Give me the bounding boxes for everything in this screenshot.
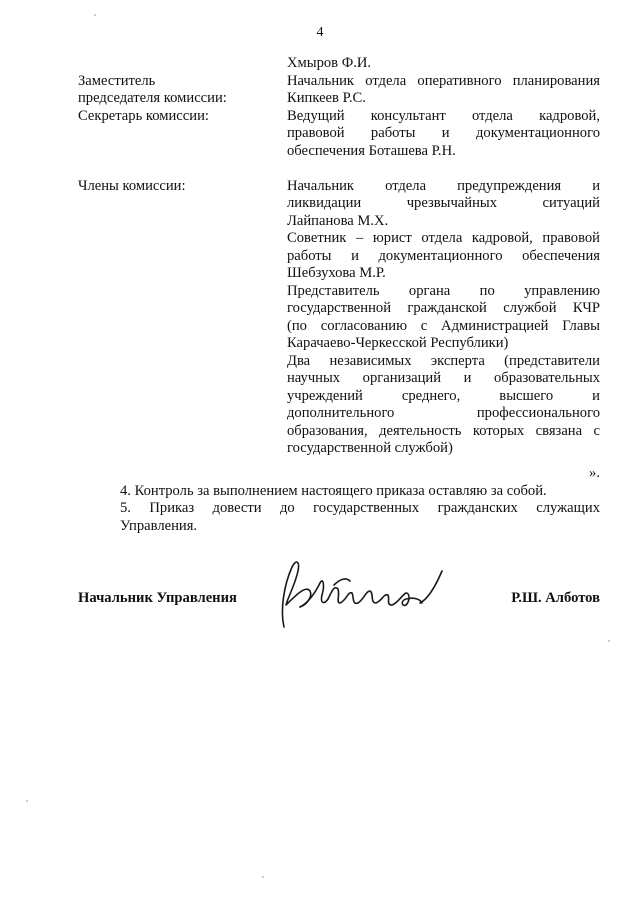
member-line: правовой работы и документационного xyxy=(287,125,600,141)
scan-speck xyxy=(26,800,28,802)
member-line: дополнительного профессионального xyxy=(287,405,600,421)
commission-members xyxy=(287,178,600,458)
member-line: ликвидации чрезвычайных ситуаций xyxy=(287,195,600,211)
commission-member xyxy=(287,108,600,161)
member-line: Два независимых эксперта (представители xyxy=(287,352,600,369)
member-line: Ведущий консультант отдела кадровой, xyxy=(287,107,600,124)
commission-member xyxy=(287,353,600,458)
member-line: Начальник отдела предупреждения и xyxy=(287,177,600,194)
commission-member xyxy=(287,230,600,283)
commission-member xyxy=(287,283,600,353)
commission-row xyxy=(78,73,600,108)
member-line: образования, деятельность которых связана с xyxy=(287,422,600,439)
signatory-position: Начальник Управления xyxy=(78,590,237,606)
commission-role xyxy=(78,108,287,126)
scan-speck xyxy=(94,14,96,16)
commission-role xyxy=(78,73,287,108)
member-line: Советник – юрист отдела кадровой, правовой xyxy=(287,230,600,246)
commission-member xyxy=(287,73,600,108)
paragraph-5-line-1: 5. Приказ довести до государственных гражданских служащих xyxy=(120,500,600,516)
commission-row-continuation xyxy=(78,55,600,73)
commission-members xyxy=(287,108,600,161)
role-line: Заместитель xyxy=(78,72,156,89)
member-line: (по согласованию с Администрацией Главы xyxy=(287,317,600,334)
commission-members xyxy=(287,73,600,108)
scan-speck xyxy=(608,640,610,642)
commission-row xyxy=(78,178,600,458)
member-line: Лайпанова М.Х. xyxy=(287,212,389,229)
member-line: Начальник отдела оперативного планирования xyxy=(287,72,600,89)
member-line: Хмыров Ф.И. xyxy=(287,55,372,71)
member-line: государственной гражданской службой КЧР xyxy=(287,300,600,316)
commission-members xyxy=(287,55,600,73)
commission-member xyxy=(287,178,600,231)
role-line: Члены комиссии: xyxy=(78,177,186,194)
handwritten-signature xyxy=(270,555,455,640)
paragraph-4: 4. Контроль за выполнением настоящего приказа оставляю за собой. xyxy=(120,483,547,499)
member-line: учреждений среднего, высшего и xyxy=(287,387,600,404)
scan-speck xyxy=(262,876,264,878)
member-line: Представитель органа по управлению xyxy=(287,282,600,299)
commission-row xyxy=(78,108,600,161)
paragraph-5-line-2: Управления. xyxy=(120,517,198,534)
member-line: Карачаево-Черкесской Республики) xyxy=(287,335,509,351)
commission-role xyxy=(78,178,287,196)
page-number: 4 xyxy=(316,25,324,40)
commission-composition xyxy=(78,55,600,458)
paragraph-5 xyxy=(78,500,600,535)
signatory-name: Р.Ш. Алботов xyxy=(511,590,600,606)
closing-quote: ». xyxy=(589,465,600,481)
member-line: Кипкеев Р.С. xyxy=(287,90,366,106)
member-line: Шебзухова М.Р. xyxy=(287,265,386,281)
role-line: Секретарь комиссии: xyxy=(78,107,209,124)
row-spacer xyxy=(78,160,600,178)
member-line: государственной службой) xyxy=(287,440,453,456)
role-line: председателя комиссии: xyxy=(78,90,227,106)
member-line: научных организаций и образовательных xyxy=(287,370,600,386)
member-line: работы и документационного обеспечения xyxy=(287,247,600,264)
member-line: обеспечения Боташева Р.Н. xyxy=(287,142,456,159)
